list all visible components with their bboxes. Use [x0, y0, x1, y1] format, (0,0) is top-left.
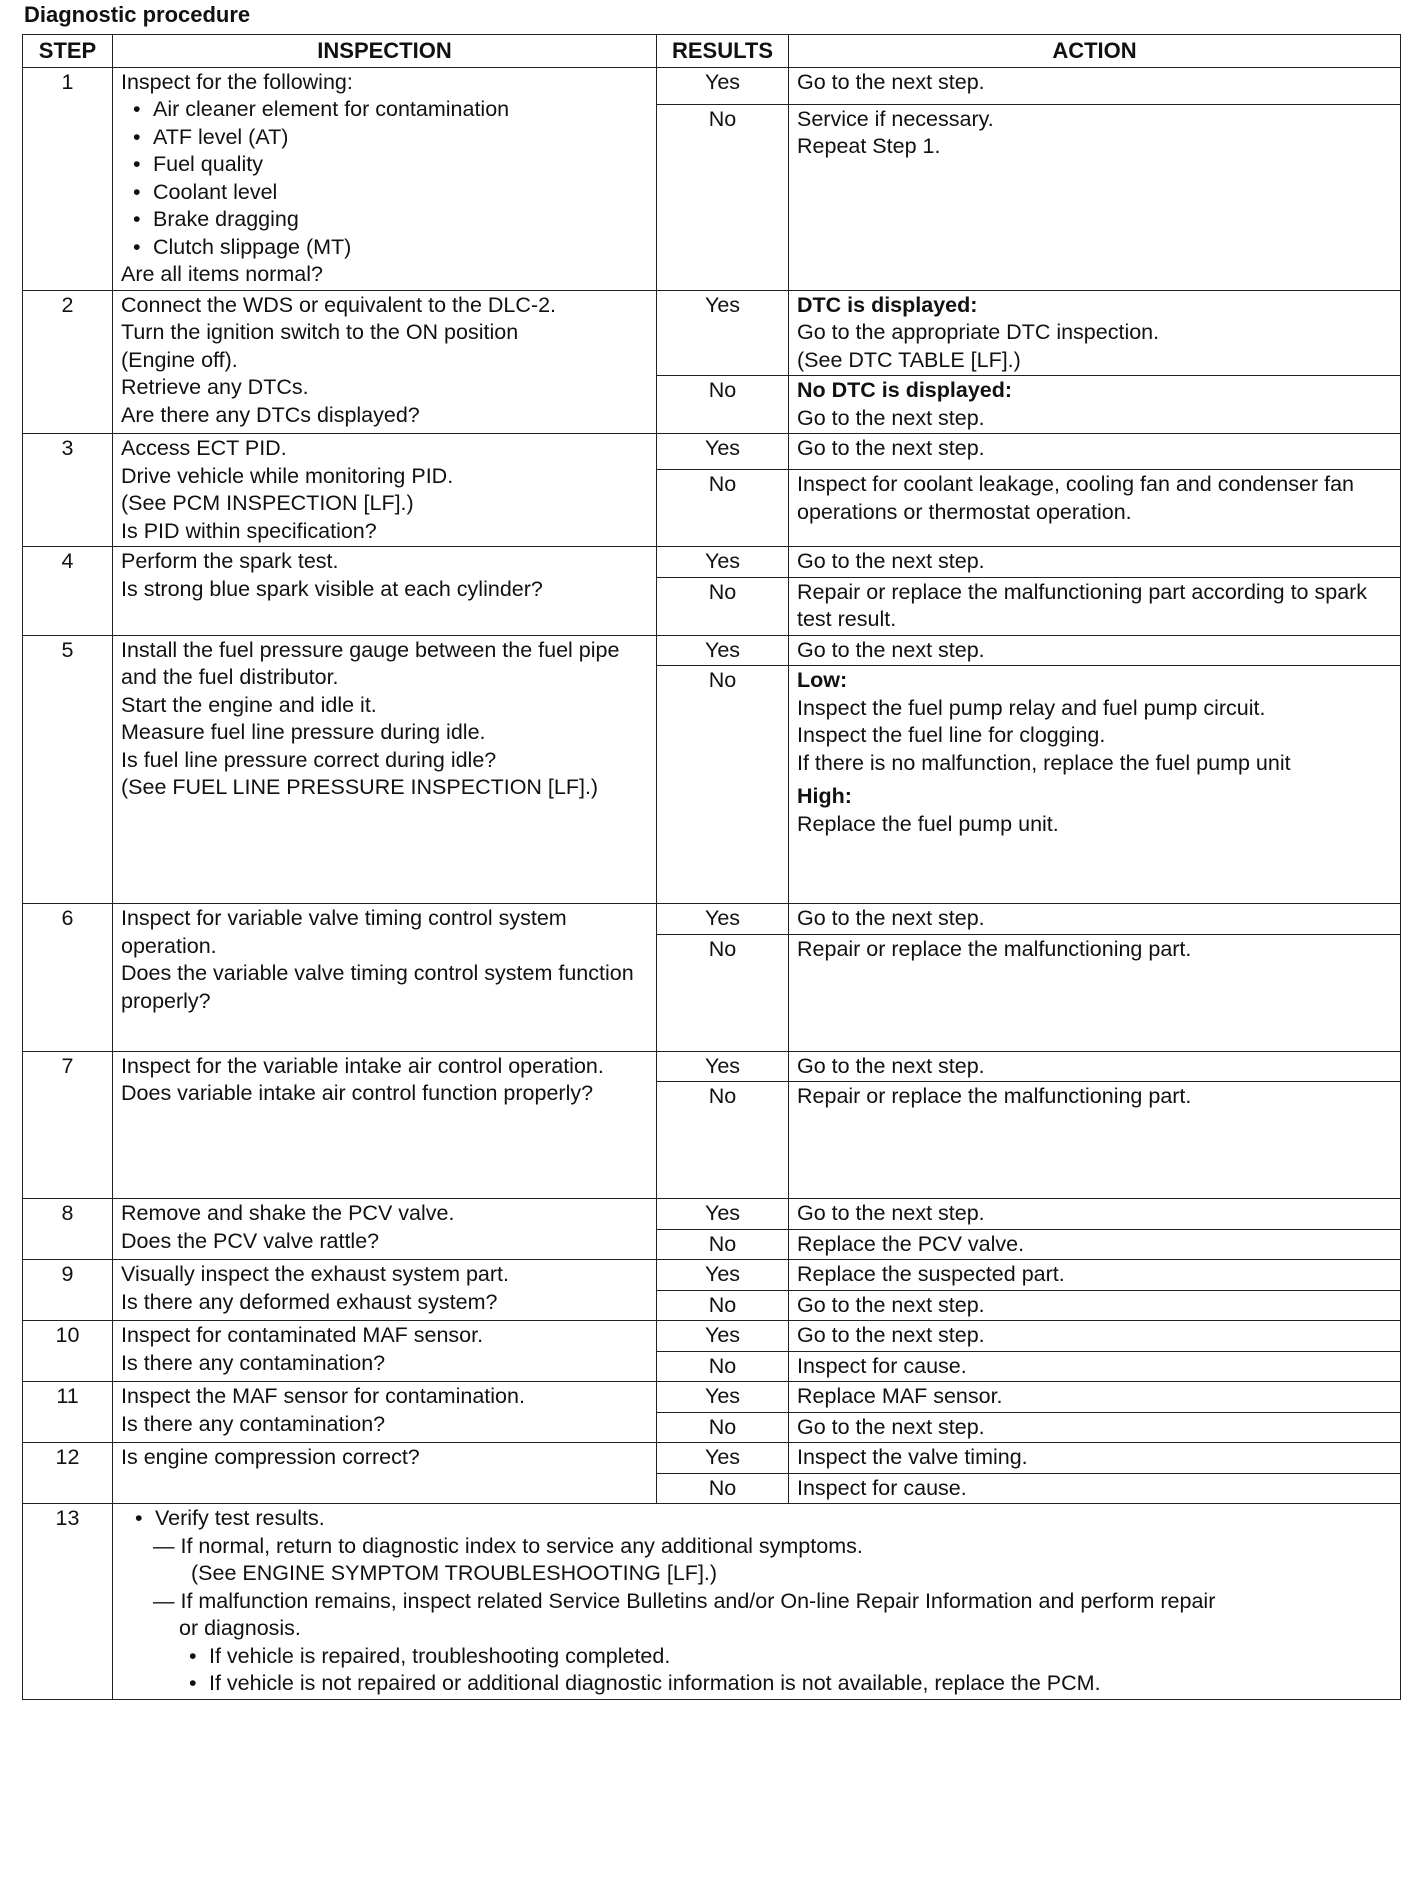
inspection-line: Turn the ignition switch to the ON position: [121, 320, 519, 344]
inspection-line: Remove and shake the PCV valve.: [121, 1201, 455, 1225]
final-malfunction: — If malfunction remains, inspect related Service Bulletins and/or On-line Repair Information and perform repair: [153, 1588, 1216, 1613]
action-line: Go to the next step.: [797, 549, 985, 573]
result-no: No: [657, 104, 789, 290]
action-yes: [789, 547, 1401, 578]
inspection-line: Measure fuel line pressure during idle.: [121, 720, 486, 744]
action-no: [789, 470, 1401, 547]
inspection-bullet: • Brake dragging: [153, 206, 648, 234]
inspection-line: Is fuel line pressure correct during idle?: [121, 747, 497, 772]
inspection-line: Access ECT PID.: [121, 436, 287, 460]
action-no: [789, 1082, 1401, 1199]
result-yes: Yes: [657, 1382, 789, 1413]
result-no: No: [657, 1290, 789, 1321]
action-no: [789, 666, 1401, 904]
action-heading: DTC is displayed:: [797, 292, 978, 317]
inspection-question: Are all items normal?: [121, 262, 323, 286]
table-row: [23, 1443, 1401, 1474]
action-yes: [789, 1443, 1401, 1474]
inspection-cell: [113, 547, 657, 636]
header-step: STEP: [23, 35, 113, 68]
table-row: [23, 904, 1401, 935]
final-normal: — If normal, return to diagnostic index to service any additional symptoms.: [153, 1533, 863, 1558]
action-line: Go to the next step.: [797, 906, 985, 930]
action-line: Repair or replace the malfunctioning part according to spark test result.: [797, 579, 1368, 631]
inspection-cell: [113, 290, 657, 434]
inspection-line: Perform the spark test.: [121, 549, 339, 573]
inspection-bullet: • Fuel quality: [153, 151, 648, 179]
action-heading-low: Low:: [797, 668, 848, 692]
inspection-line: Does the variable valve timing control system function properly?: [121, 961, 634, 1013]
step-number: 6: [23, 904, 113, 1052]
header-results: RESULTS: [657, 35, 789, 68]
action-no: [789, 1351, 1401, 1382]
action-line: Go to the next step.: [797, 436, 985, 460]
result-yes: Yes: [657, 547, 789, 578]
action-line: Go to the appropriate DTC inspection.: [797, 320, 1160, 344]
action-no: [789, 1473, 1401, 1504]
inspection-bullet: • ATF level (AT): [153, 124, 648, 152]
action-yes: [789, 904, 1401, 935]
action-line: Repeat Step 1.: [797, 134, 941, 159]
action-line: Repair or replace the malfunctioning part.: [797, 936, 1192, 961]
action-yes: [789, 1199, 1401, 1230]
final-normal-ref: (See ENGINE SYMPTOM TROUBLESHOOTING [LF].): [191, 1561, 718, 1585]
result-no: No: [657, 666, 789, 904]
result-yes: Yes: [657, 67, 789, 104]
result-yes: Yes: [657, 1260, 789, 1291]
result-no: No: [657, 1412, 789, 1443]
result-no: No: [657, 1229, 789, 1260]
action-line: Go to the next step.: [797, 1323, 985, 1347]
inspection-line: Install the fuel pressure gauge between the fuel pipe and the fuel distributor.: [121, 637, 620, 689]
action-line: Inspect for cause.: [797, 1475, 967, 1500]
result-yes: Yes: [657, 1199, 789, 1230]
action-yes: [789, 635, 1401, 666]
table-row: [23, 1199, 1401, 1230]
inspection-line: Inspect for contaminated MAF sensor.: [121, 1323, 484, 1347]
result-yes: Yes: [657, 1321, 789, 1352]
result-yes: Yes: [657, 434, 789, 470]
result-no: No: [657, 1473, 789, 1504]
inspection-line: Is there any contamination?: [121, 1411, 386, 1436]
header-inspection: INSPECTION: [113, 35, 657, 68]
inspection-cell: [113, 904, 657, 1052]
final-bullet: • Verify test results.: [155, 1505, 1392, 1533]
step-number: 1: [23, 67, 113, 290]
inspection-line: Is engine compression correct?: [121, 1445, 420, 1469]
action-line: Replace MAF sensor.: [797, 1384, 1003, 1408]
action-line: Inspect the fuel pump relay and fuel pump circuit.: [797, 695, 1266, 720]
diagnostic-procedure-table: [22, 34, 1401, 1700]
step-number: 13: [23, 1504, 113, 1700]
inspection-line: Start the engine and idle it.: [121, 692, 377, 717]
table-row: [23, 434, 1401, 470]
inspection-cell: [113, 635, 657, 904]
action-line: Go to the next step.: [797, 637, 985, 662]
action-line: Inspect for cause.: [797, 1353, 967, 1378]
inspection-bullet: • Air cleaner element for contamination: [153, 96, 648, 124]
page-title: Diagnostic procedure: [24, 2, 251, 27]
result-yes: Yes: [657, 1051, 789, 1082]
step-number: 5: [23, 635, 113, 904]
action-yes: [789, 1321, 1401, 1352]
step-number: 11: [23, 1382, 113, 1443]
action-no: [789, 1412, 1401, 1443]
step-number: 12: [23, 1443, 113, 1504]
action-no: [789, 934, 1401, 1051]
inspection-cell: [113, 1199, 657, 1260]
result-yes: Yes: [657, 904, 789, 935]
inspection-intro: Inspect for the following:: [121, 69, 353, 94]
final-bullet-list: [121, 1505, 1392, 1533]
inspection-cell: [113, 1260, 657, 1321]
action-line: Go to the next step.: [797, 1414, 985, 1439]
result-no: No: [657, 1351, 789, 1382]
final-malfunction-cont: or diagnosis.: [179, 1616, 301, 1640]
action-line: Inspect for coolant leakage, cooling fan and condenser fan operations or thermostat operation.: [797, 472, 1354, 524]
inspection-line: Are there any DTCs displayed?: [121, 402, 420, 427]
inspection-cell: [113, 1382, 657, 1443]
action-yes: [789, 1382, 1401, 1413]
action-line: Inspect the fuel line for clogging.: [797, 723, 1106, 747]
inspection-line: (See PCM INSPECTION [LF].): [121, 491, 414, 515]
action-line: Go to the next step.: [797, 1292, 985, 1317]
header-action: ACTION: [789, 35, 1401, 68]
result-no: No: [657, 577, 789, 635]
result-no: No: [657, 1082, 789, 1199]
final-cell: [113, 1504, 1401, 1700]
table-row: [23, 290, 1401, 376]
action-line: Service if necessary.: [797, 106, 994, 131]
inspection-bullet-list: [121, 96, 648, 261]
action-line: Replace the PCV valve.: [797, 1231, 1025, 1256]
action-line: Replace the fuel pump unit.: [797, 811, 1059, 836]
action-no: [789, 376, 1401, 434]
result-yes: Yes: [657, 290, 789, 376]
inspection-line: Connect the WDS or equivalent to the DLC-2.: [121, 292, 556, 317]
result-no: No: [657, 934, 789, 1051]
inspection-line: Is strong blue spark visible at each cylinder?: [121, 576, 543, 601]
inspection-line: Inspect for variable valve timing control system operation.: [121, 906, 567, 958]
inspection-cell: [113, 434, 657, 547]
step-number: 8: [23, 1199, 113, 1260]
action-line: Repair or replace the malfunctioning part.: [797, 1084, 1192, 1108]
inspection-line: Inspect the MAF sensor for contamination.: [121, 1384, 525, 1408]
action-no: [789, 1290, 1401, 1321]
inspection-cell: [113, 67, 657, 290]
inspection-line: (Engine off).: [121, 347, 238, 372]
step-number: 9: [23, 1260, 113, 1321]
action-line: Go to the next step.: [797, 405, 985, 430]
action-line: (See DTC TABLE [LF].): [797, 347, 1021, 372]
action-yes: [789, 1260, 1401, 1291]
result-yes: Yes: [657, 1443, 789, 1474]
table-row: [23, 1051, 1401, 1082]
inspection-bullet: • Coolant level: [153, 179, 648, 207]
inspection-line: Does variable intake air control function properly?: [121, 1081, 594, 1105]
action-no: [789, 1229, 1401, 1260]
step-number: 4: [23, 547, 113, 636]
inspection-line: (See FUEL LINE PRESSURE INSPECTION [LF].): [121, 775, 599, 799]
action-line: If there is no malfunction, replace the fuel pump unit: [797, 750, 1291, 775]
table-row: [23, 635, 1401, 666]
final-sub-bullet: • If vehicle is not repaired or additional diagnostic information is not available, replace the PCM.: [209, 1670, 1392, 1698]
step-number: 7: [23, 1051, 113, 1199]
action-yes: [789, 434, 1401, 470]
inspection-cell: [113, 1321, 657, 1382]
final-sub-bullet: • If vehicle is repaired, troubleshooting completed.: [209, 1643, 1392, 1671]
inspection-line: Is there any contamination?: [121, 1350, 386, 1375]
action-line: Inspect the valve timing.: [797, 1445, 1028, 1469]
inspection-line: Inspect for the variable intake air control operation.: [121, 1053, 604, 1078]
action-no: [789, 577, 1401, 635]
table-row: [23, 1382, 1401, 1413]
result-yes: Yes: [657, 635, 789, 666]
action-line: Go to the next step.: [797, 1201, 985, 1225]
inspection-line: Does the PCV valve rattle?: [121, 1228, 380, 1253]
inspection-line: Drive vehicle while monitoring PID.: [121, 463, 454, 488]
inspection-line: Is there any deformed exhaust system?: [121, 1289, 498, 1314]
action-no: [789, 104, 1401, 290]
inspection-cell: [113, 1443, 657, 1504]
table-row: [23, 547, 1401, 578]
action-line: Replace the suspected part.: [797, 1262, 1065, 1286]
action-yes: [789, 67, 1401, 104]
table-row: [23, 1260, 1401, 1291]
action-line: Go to the next step.: [797, 69, 985, 94]
result-no: No: [657, 376, 789, 434]
table-row: [23, 67, 1401, 104]
final-sub-bullet-list: [121, 1643, 1392, 1698]
action-heading: No DTC is displayed:: [797, 378, 1013, 402]
action-yes: [789, 1051, 1401, 1082]
action-heading-high: High:: [797, 784, 852, 808]
table-row: [23, 1321, 1401, 1352]
inspection-line: Visually inspect the exhaust system part.: [121, 1262, 509, 1286]
step-number: 3: [23, 434, 113, 547]
inspection-line: Is PID within specification?: [121, 518, 377, 543]
table-row-final: [23, 1504, 1401, 1700]
action-yes: [789, 290, 1401, 376]
step-number: 10: [23, 1321, 113, 1382]
table-header-row: [23, 35, 1401, 68]
inspection-cell: [113, 1051, 657, 1199]
action-line: Go to the next step.: [797, 1053, 985, 1078]
result-no: No: [657, 470, 789, 547]
step-number: 2: [23, 290, 113, 434]
inspection-bullet: • Clutch slippage (MT): [153, 234, 648, 262]
inspection-line: Retrieve any DTCs.: [121, 375, 309, 399]
